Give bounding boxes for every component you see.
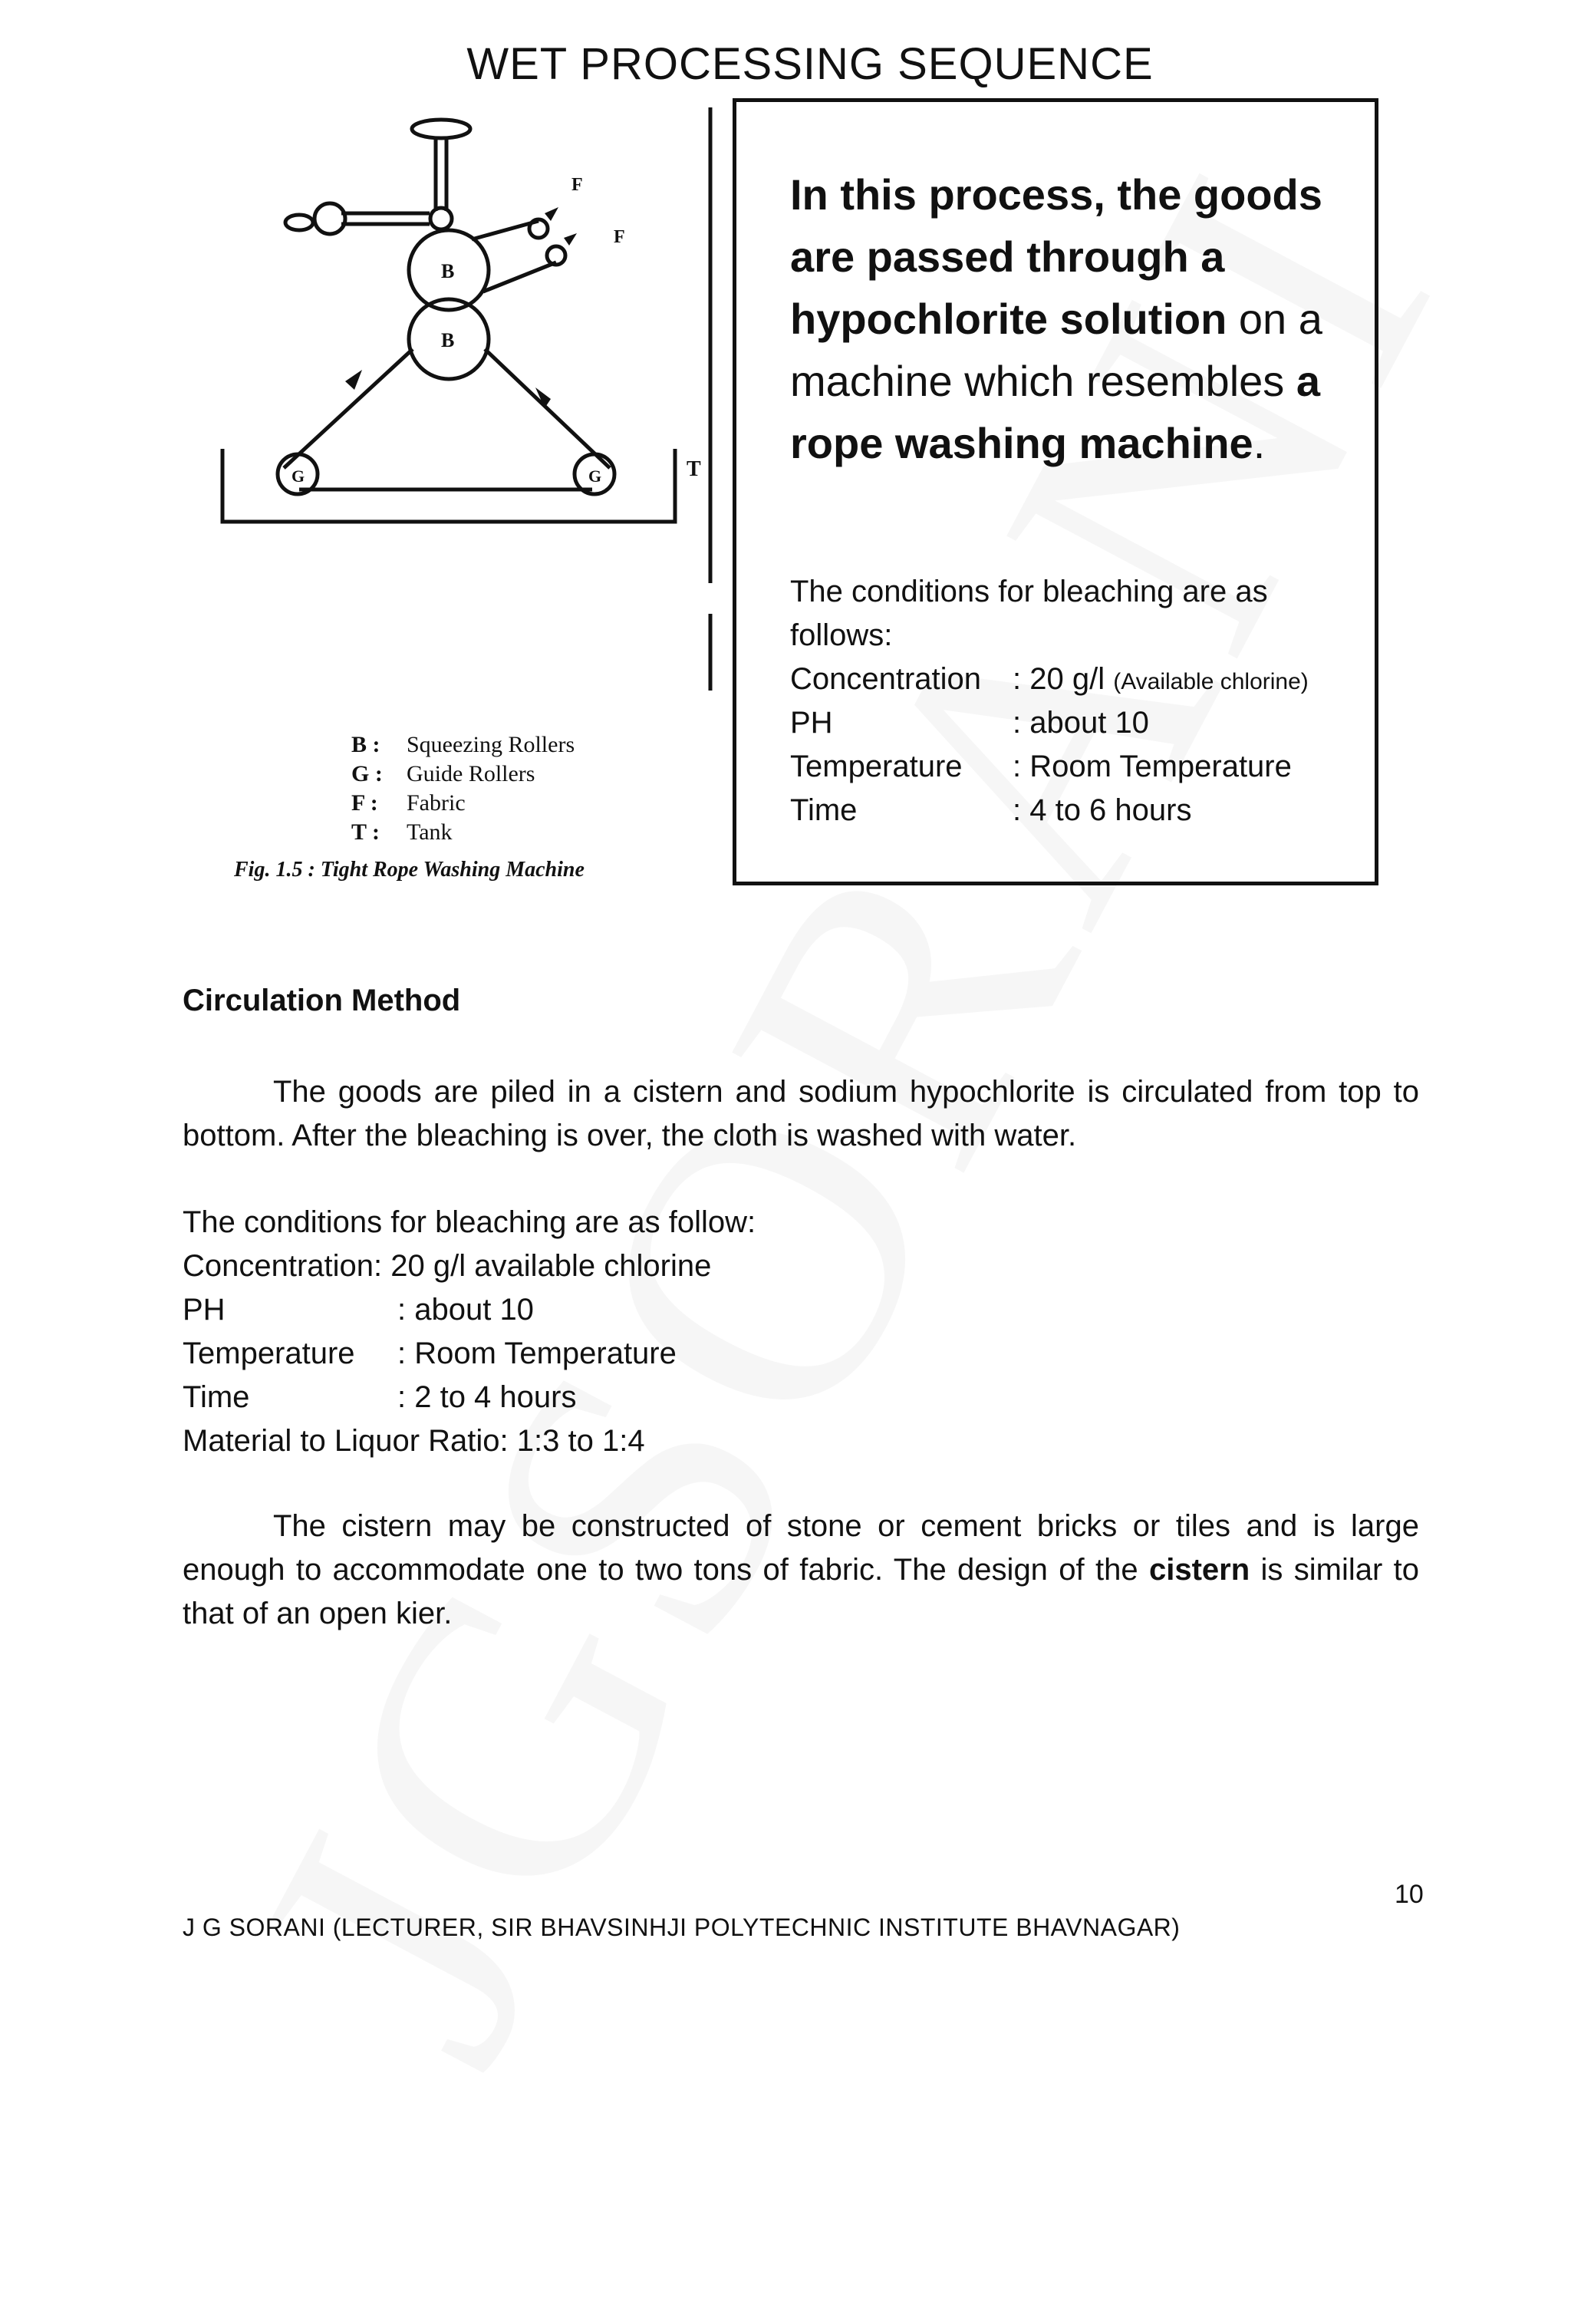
info-lead [790, 163, 1358, 474]
condition-key: PH [790, 706, 833, 740]
condition-value: : about 10 [397, 1293, 534, 1327]
circulation-condition-time [183, 1376, 576, 1419]
lead-text-2: . [1253, 419, 1266, 467]
info-condition-time [790, 789, 1191, 832]
circulation-condition-temperature [183, 1332, 677, 1376]
paragraph-text-a: The cistern may be constructed of stone or cement bricks or tiles and is large enough to accommodate one to two tons of fabric. The design of the [183, 1509, 1419, 1587]
paragraph-bold: cistern [1148, 1553, 1250, 1587]
lever-pivot [430, 208, 452, 229]
section-heading-circulation: Circulation Method [183, 984, 461, 1017]
label-g-left: G [291, 466, 305, 486]
circulation-condition-ratio [183, 1419, 645, 1463]
lead-bold-1: In this process, the goods are passed through a hypochlorite solution [790, 170, 1322, 343]
figure-legend [351, 732, 575, 845]
fabric-rope-left [284, 349, 413, 468]
pressure-handle [412, 120, 470, 138]
legend-key-b: B : [351, 732, 380, 757]
info-condition-concentration [790, 658, 1309, 704]
legend-text-f: Fabric [407, 790, 466, 816]
label-f-2: F [614, 227, 625, 247]
condition-key: Concentration: [183, 1249, 383, 1283]
condition-value: : 20 g/l [1013, 662, 1105, 696]
paragraph-text: The goods are piled in a cistern and sodium hypochlorite is circulated from top to bottom. After the bleaching is over, the cloth is washed with water. [183, 1075, 1419, 1152]
condition-note: (Available chlorine) [1113, 669, 1309, 694]
legend-text-t: Tank [407, 819, 453, 845]
label-g-right: G [588, 466, 602, 486]
info-conditions-intro: The conditions for bleaching are as follows: [790, 575, 1268, 652]
page-title: WET PROCESSING SEQUENCE [466, 39, 1154, 89]
label-f-1: F [571, 175, 583, 195]
legend-key-f: F : [351, 790, 378, 816]
condition-value: 1:3 to 1:4 [516, 1424, 645, 1458]
circulation-condition-concentration [183, 1244, 711, 1288]
figure-caption: Fig. 1.5 : Tight Rope Washing Machine [234, 858, 585, 882]
circulation-conditions-intro: The conditions for bleaching are as follow: [183, 1205, 756, 1239]
condition-key: Time [790, 793, 858, 827]
condition-key: Temperature [183, 1337, 355, 1370]
condition-key: PH [183, 1293, 226, 1327]
condition-value: 20 g/l available chlorine [390, 1249, 712, 1283]
condition-key: Concentration [790, 662, 982, 696]
paragraph-text-c: is similar to that of an open kier. [183, 1553, 1419, 1630]
label-t: T [687, 457, 701, 481]
condition-key: Material to Liquor Ratio: [183, 1424, 509, 1458]
page-footer: J G SORANI (LECTURER, SIR BHAVSINHJI POLYTECHNIC INSTITUTE BHAVNAGAR) [183, 1914, 1181, 1941]
circulation-paragraph-2 [183, 1505, 1419, 1636]
condition-value: : about 10 [1013, 706, 1149, 740]
condition-key: Temperature [790, 750, 963, 783]
condition-value: : 4 to 6 hours [1013, 793, 1192, 827]
arrow-feed-icon [545, 207, 558, 221]
lead-text-1: on a machine which resembles [790, 295, 1322, 405]
legend-text-g: Guide Rollers [407, 761, 535, 786]
lever-weight [315, 203, 345, 234]
legend-key-g: G : [351, 761, 383, 786]
figure-rope-washing-machine [184, 92, 721, 905]
condition-value: : 2 to 4 hours [397, 1380, 577, 1414]
label-b-top: B [441, 260, 455, 282]
info-box [733, 98, 1378, 885]
label-b-bottom: B [441, 329, 455, 351]
legend-text-b: Squeezing Rollers [407, 732, 575, 757]
machine-diagram [184, 92, 721, 905]
lead-bold-2: a rope washing machine [790, 357, 1320, 467]
condition-value: : Room Temperature [397, 1337, 677, 1370]
page-number: 10 [1395, 1880, 1424, 1909]
condition-value: : Room Temperature [1013, 750, 1292, 783]
arrow-up-icon [345, 370, 362, 390]
fabric-rope-right [485, 349, 610, 468]
legend-key-t: T : [351, 819, 380, 845]
arrow-feed-icon-2 [564, 233, 577, 246]
info-condition-temperature [790, 745, 1292, 789]
info-condition-ph [790, 701, 1149, 745]
condition-key: Time [183, 1380, 250, 1414]
circulation-paragraph-1 [183, 1070, 1419, 1158]
circulation-condition-ph [183, 1288, 534, 1332]
